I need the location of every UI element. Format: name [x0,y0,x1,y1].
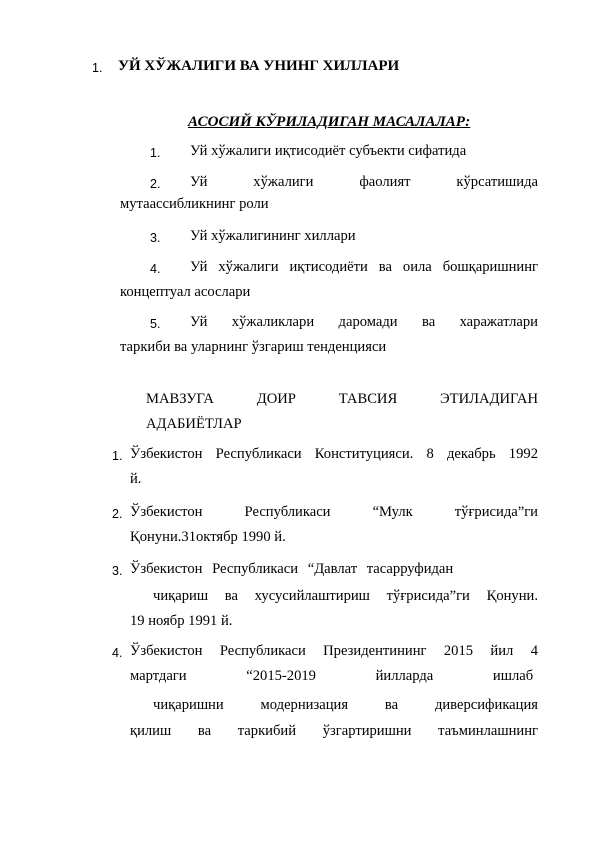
issue-3-text: Уй хўжалигининг хиллари [190,228,356,244]
literature-1-line2: й. [130,471,142,487]
literature-2-number: 2. [112,507,123,521]
page-title: УЙ ХЎЖАЛИГИ ВА УНИНГ ХИЛЛАРИ [118,58,400,74]
issue-4-number: 4. [150,262,161,276]
issue-2-text-line2: мутаассибликнинг роли [120,196,269,212]
issue-4-text-line1: Уй хўжалиги иқтисодиёти ва оила бошқаришнинг [190,259,538,275]
issue-4-text-line2: концептуал асослари [120,284,251,300]
literature-4-line3: чиқаришни модернизация ва диверсификация [153,697,538,713]
issue-3-number: 3. [150,231,161,245]
literature-4-line4: қилиш ва таркибий ўзгартиришни таъминлашнинг [130,723,538,739]
literature-4-line2: мартдаги “2015-2019 йилларда ишлаб [130,668,534,684]
literature-2-line2: Қонуни.31октябр 1990 й. [130,529,286,545]
literature-4-number: 4. [112,646,123,660]
issue-2-number: 2. [150,177,161,191]
literature-3-line3: 19 ноябр 1991 й. [130,613,233,629]
literature-4-line1: Ўзбекистон Республикаси Президентининг 2015 йил 4 [130,643,538,659]
literature-3-line2: чиқариш ва хусусийлаштириш тўғрисида”ги Қонуни. [153,588,538,604]
literature-1-line1: Ўзбекистон Республикаси Конституцияси. 8 декабрь 1992 [130,446,538,462]
issue-5-number: 5. [150,317,161,331]
literature-3-line1: Ўзбекистон Республикаси “Давлат тасарруфидан [130,561,454,577]
literature-3-number: 3. [112,564,123,578]
literature-1-number: 1. [112,449,123,463]
literature-2-line1: Ўзбекистон Республикаси “Мулк тўғрисида”ги [130,504,538,520]
issue-5-text-line1: Уй хўжаликлари даромади ва харажатлари [190,314,538,330]
literature-title-line2: АДАБИЁТЛАР [146,416,242,432]
issue-2-text-line1: Уй хўжалиги фаолият кўрсатишида [190,174,538,190]
heading-number: 1. [92,61,103,75]
literature-title-line1: МАВЗУГА ДОИР ТАВСИЯ ЭТИЛАДИГАН [146,391,538,407]
issue-1-number: 1. [150,146,161,160]
issue-1-text: Уй хўжалиги иқтисодиёт субъекти сифатида [190,143,467,159]
issues-title: АСОСИЙ КЎРИЛАДИГАН МАСАЛАЛАР: [188,114,471,130]
issue-5-text-line2: таркиби ва уларнинг ўзгариш тенденцияси [120,339,387,355]
